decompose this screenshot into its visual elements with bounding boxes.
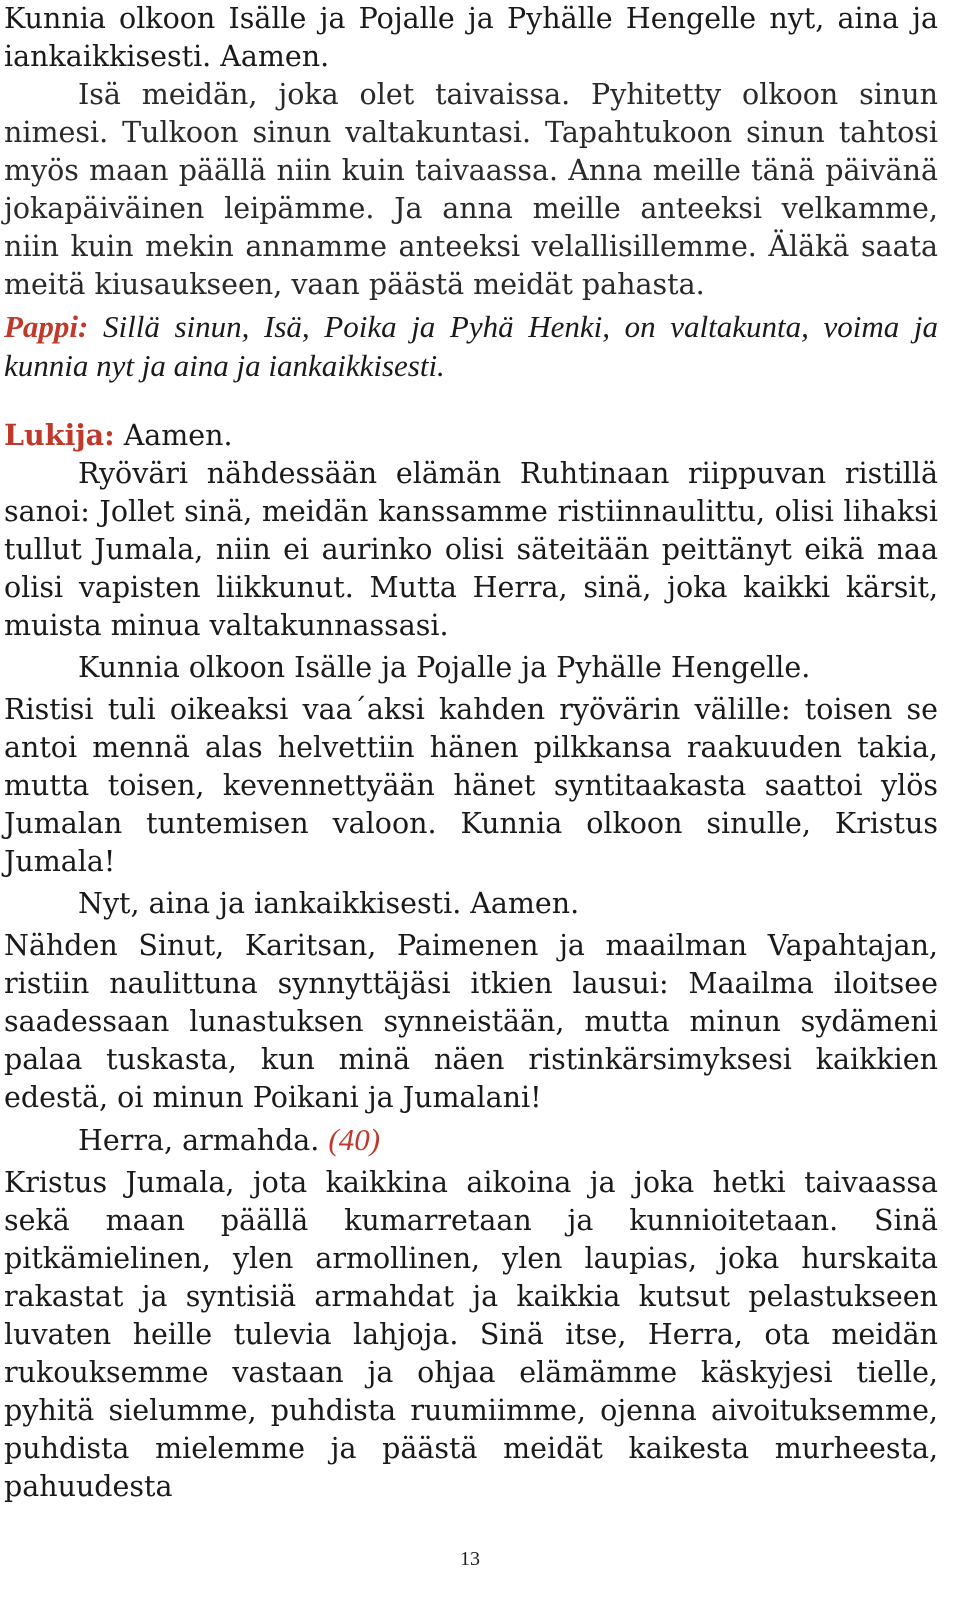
reader-text: Aamen. xyxy=(114,419,233,452)
lords-prayer-paragraph: Isä meidän, joka olet taivaissa. Pyhitetty olkoon sinun nimesi. Tulkoon sinun valtakuntasi. Tapahtukoon sinun tahtosi myös maan päällä niin kuin taivaassa. Anna meille tänä päivänä jokapäiväinen leipämme. Ja anna meille anteeksi velkamme, niin kuin mekin annamme anteeksi velallisillemme. Äläkä saata meitä kiusaukseen, vaan päästä meidät pahasta. xyxy=(4,78,938,301)
troparion-cross: Ristisi tuli oikeaksi vaa´aksi kahden ryövärin välille: toisen se antoi mennä alas helvettiin hänen pilkkansa raakuuden takia, mutta toisen, kevennettyään hänet syntitaakasta saattoi ylös Jumalan tuntemisen valoon. Kunnia olkoon sinulle, Kristus Jumala! xyxy=(4,693,938,878)
priest-label: Pappi: xyxy=(4,309,89,344)
priest-exclamation xyxy=(4,308,938,386)
priest-text: Sillä sinun, Isä, Poika ja Pyhä Henki, on valtakunta, voima ja kunnia nyt ja aina ja iankaikkisesti. xyxy=(4,309,938,383)
doxology-paragraph: Kunnia olkoon Isälle ja Pojalle ja Pyhälle Hengelle nyt, aina ja iankaikkisesti. Aamen. xyxy=(4,2,938,73)
spacer xyxy=(4,386,938,416)
lord-have-mercy-text: Herra, armahda. xyxy=(78,1124,329,1157)
page-number: 13 xyxy=(460,1548,480,1570)
glory-verse: Kunnia olkoon Isälle ja Pojalle ja Pyhälle Hengelle. xyxy=(78,651,811,684)
reader-response xyxy=(4,416,938,455)
theotokion-paragraph: Nähden Sinut, Karitsan, Paimenen ja maailman Vapahtajan, ristiin naulittuna synnyttäjäsi itkien lausui: Maailma iloitsee saadessaan lunastuksen synneistään, mutta minun sydämeni palaa tuskasta, kun minä näen ristinkärsimyksesi kaikkien edestä, oi minun Poikani ja Jumalani! xyxy=(4,929,938,1114)
document-page xyxy=(4,0,938,1506)
prayer-paragraph: Kristus Jumala, jota kaikkina aikoina ja joka hetki taivaassa sekä maan päällä kumarretaan ja kunnioitetaan. Sinä pitkämielinen, ylen armollinen, ylen laupias, joka hurskaita rakastat ja syntisiä armahdat ja kaikkia kutsut pelastukseen luvaten heille tulevia lahjoja. Sinä itse, Herra, ota meidän rukouksemme vastaan ja ohjaa elämämme käskyjesi tielle, pyhitä sielumme, puhdista ruumiimme, ojenna aivoituksemme, puhdista mielemme ja päästä meidät kaikesta murheesta, pahuudesta xyxy=(4,1166,938,1503)
repeat-count: (40) xyxy=(328,1122,381,1157)
reader-label: Lukija: xyxy=(4,418,115,452)
lord-have-mercy xyxy=(4,1121,938,1160)
troparion-thief: Ryöväri nähdessään elämän Ruhtinaan riippuvan ristillä sanoi: Jollet sinä, meidän kanssamme ristiinnaulittu, olisi lihaksi tullut Jumala, niin ei aurinko olisi säteitään peittänyt eikä maa olisi vapisten liikkunut. Mutta Herra, sinä, joka kaikki kärsit, muista minua valtakunnassasi. xyxy=(4,457,938,642)
now-and-ever-verse: Nyt, aina ja iankaikkisesti. Aamen. xyxy=(78,887,580,920)
